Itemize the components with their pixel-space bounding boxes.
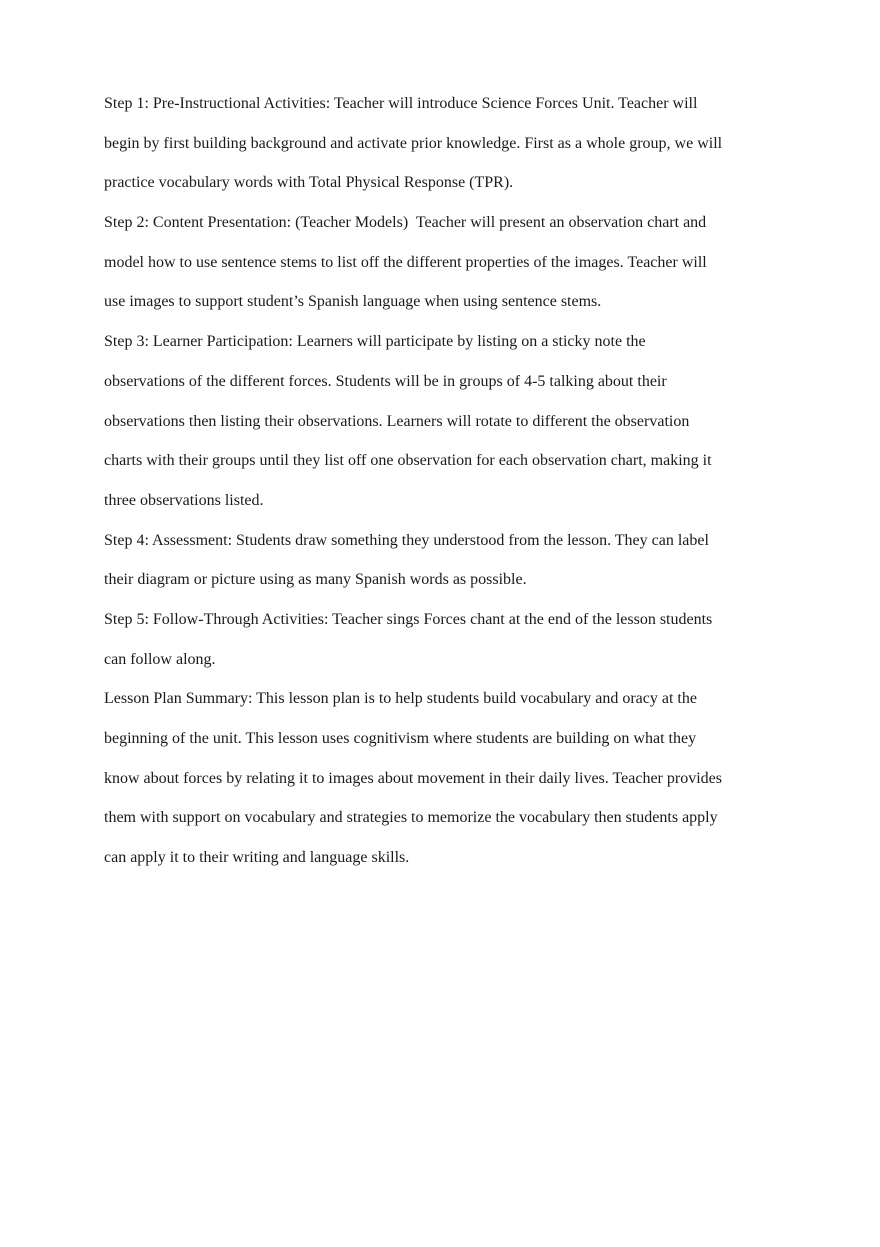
summary-line-3: know about forces by relating it to images about movement in their daily lives. Teacher provides	[104, 769, 722, 787]
step-3-line-3: observations then listing their observations. Learners will rotate to different the observation	[104, 412, 690, 430]
step-2-line-3: use images to support student’s Spanish language when using sentence stems.	[104, 293, 602, 311]
step-3-line-2: observations of the different forces. Students will be in groups of 4-5 talking about their	[104, 372, 667, 390]
summary-line-5: can apply it to their writing and language skills.	[104, 849, 410, 867]
step-5-line-2: can follow along.	[104, 650, 216, 668]
step-4-line-1: Step 4: Assessment: Students draw something they understood from the lesson. They can label	[104, 531, 709, 549]
summary-line-4: them with support on vocabulary and strategies to memorize the vocabulary then students apply	[104, 809, 718, 827]
summary-line-2: beginning of the unit. This lesson uses cognitivism where students are building on what they	[104, 730, 697, 747]
step-4-line-2: their diagram or picture using as many Spanish words as possible.	[104, 571, 527, 589]
step-1-line-3: practice vocabulary words with Total Physical Response (TPR).	[104, 174, 514, 192]
step-3-line-5: three observations listed.	[104, 491, 264, 509]
lesson-plan-text	[104, 84, 776, 878]
step-2-line-1: Step 2: Content Presentation: (Teacher Models) Teacher will present an observation chart and	[104, 214, 707, 232]
step-2-line-2: model how to use sentence stems to list off the different properties of the images. Teacher will	[104, 253, 707, 271]
step-5-line-1: Step 5: Follow-Through Activities: Teacher sings Forces chant at the end of the lesson students	[104, 610, 713, 628]
summary-line-1: Lesson Plan Summary: This lesson plan is to help students build vocabulary and oracy at the	[104, 690, 697, 708]
step-1-line-1: Step 1: Pre-Instructional Activities: Teacher will introduce Science Forces Unit. Teacher will	[104, 95, 698, 112]
step-3-line-1: Step 3: Learner Participation: Learners will participate by listing on a sticky note the	[104, 333, 646, 351]
step-3-line-4: charts with their groups until they list off one observation for each observation chart, making it	[104, 452, 712, 470]
step-1-line-2: begin by first building background and activate prior knowledge. First as a whole group, we will	[104, 134, 723, 152]
